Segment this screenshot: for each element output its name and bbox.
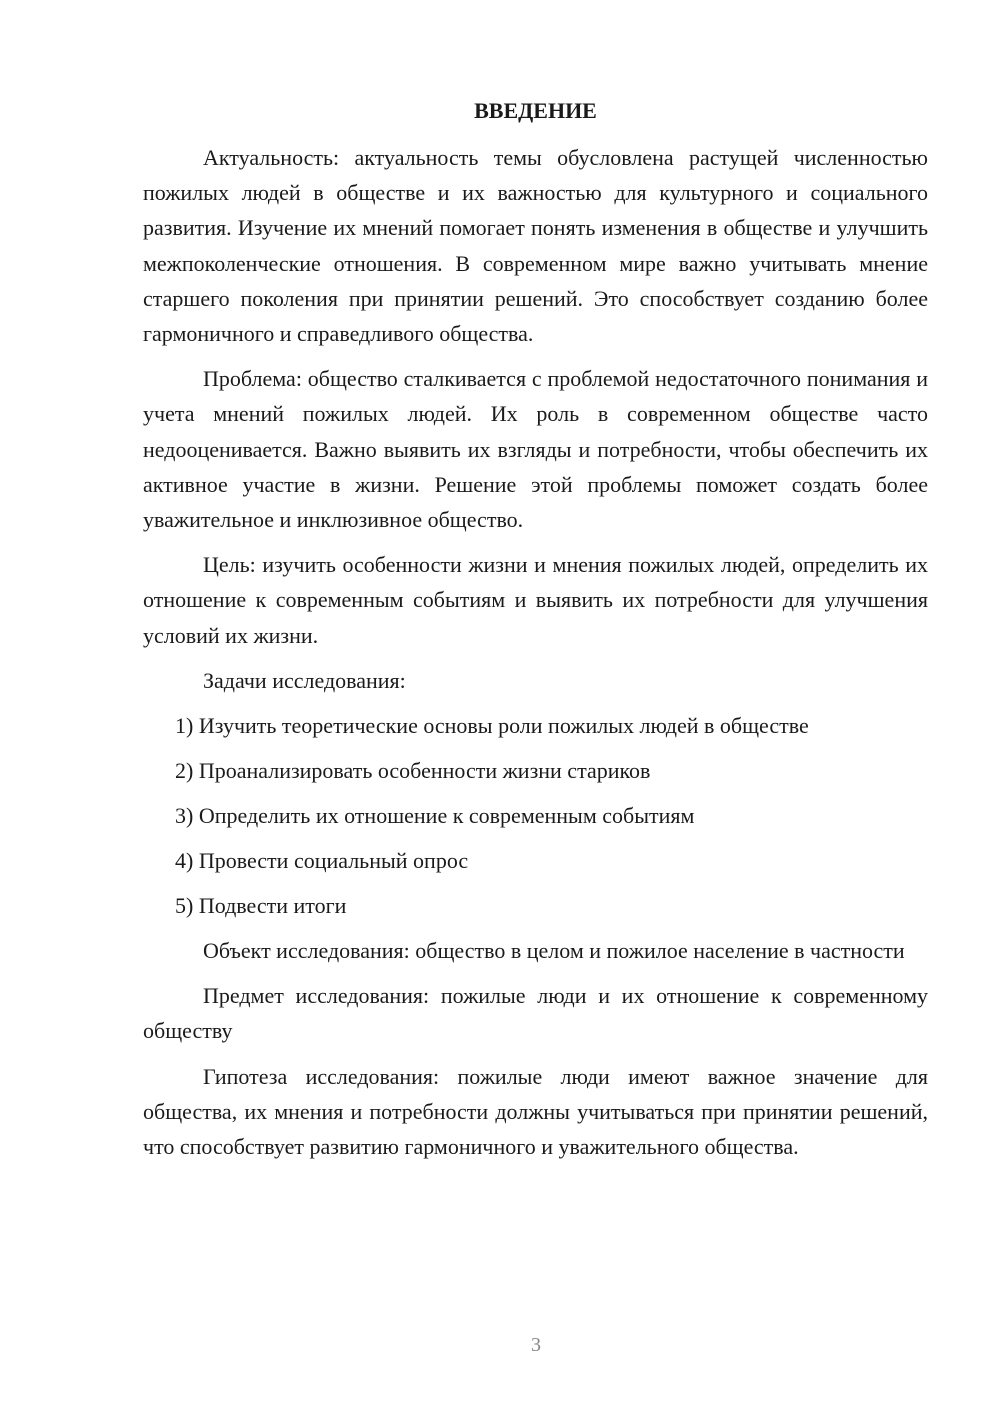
task-item: 3) Определить их отношение к современным событиям bbox=[175, 803, 695, 829]
relevance-paragraph: Актуальность: актуальность темы обусловлена растущей численностью пожилых людей в обществе и их важностью для культурного и социального развития. Изучение их мнений помогает понять изменения в обществе и улучшить межпоколенческие отношения. В современном мире важно учитывать мнение старшего поколения при принятии решений. Это способствует созданию более гармоничного и справедливого общества. bbox=[143, 145, 928, 347]
page-number: 3 bbox=[531, 1334, 541, 1356]
problem-paragraph: Проблема: общество сталкивается с проблемой недостаточного понимания и учета мнений пожилых людей. Их роль в современном обществе часто недооценивается. Важно выявить их взгляды и потребности, чтобы обеспечить их активное участие в жизни. Решение этой проблемы поможет создать более уважительное и инклюзивное общество. bbox=[143, 366, 928, 533]
task-item: 5) Подвести итоги bbox=[175, 893, 347, 919]
object-paragraph: Объект исследования: общество в целом и пожилое население в частности bbox=[203, 938, 905, 964]
subject-paragraph: Предмет исследования: пожилые люди и их отношение к современному обществу bbox=[143, 983, 928, 1044]
hypothesis-paragraph: Гипотеза исследования: пожилые люди имеют важное значение для общества, их мнения и потребности должны учитываться при принятии решений, что способствует развитию гармоничного и уважительного общества. bbox=[143, 1063, 928, 1160]
task-item: 4) Провести социальный опрос bbox=[175, 848, 469, 874]
task-item: 1) Изучить теоретические основы роли пожилых людей в обществе bbox=[175, 713, 809, 739]
task-item: 2) Проанализировать особенности жизни стариков bbox=[175, 758, 651, 784]
document-body bbox=[143, 96, 928, 1174]
tasks-heading: Задачи исследования: bbox=[203, 667, 406, 693]
document-title: ВВЕДЕНИЕ bbox=[474, 98, 597, 123]
goal-paragraph: Цель: изучить особенности жизни и мнения пожилых людей, определить их отношение к современным событиям и выявить их потребности для улучшения условий их жизни. bbox=[143, 552, 928, 648]
